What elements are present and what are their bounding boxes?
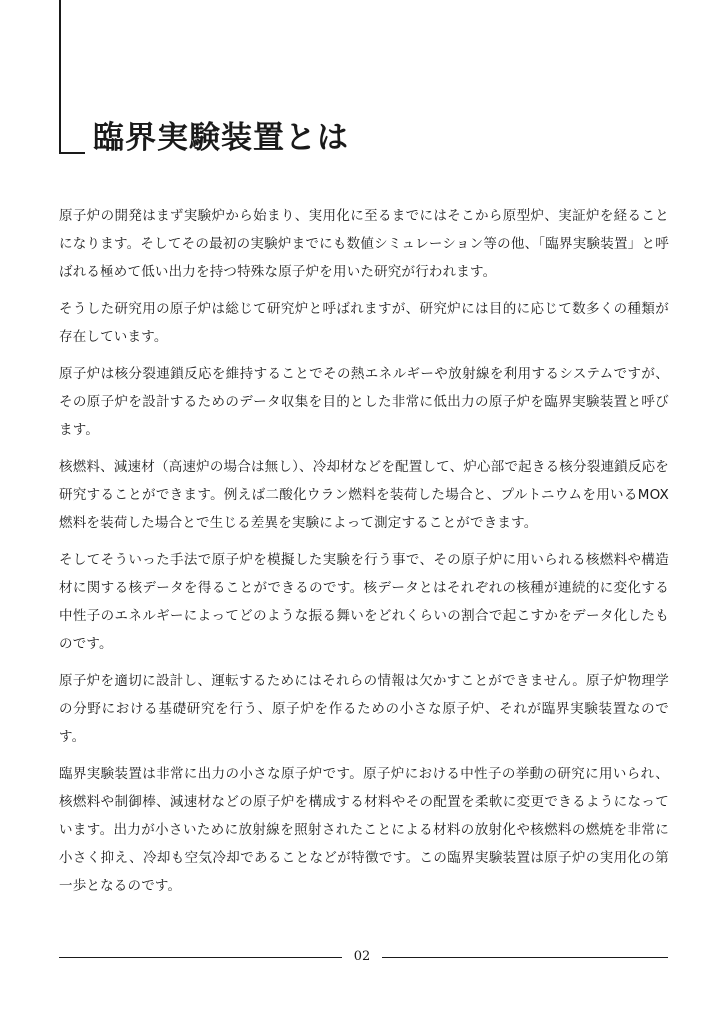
footer-rule-left [59, 957, 342, 958]
page-title: 臨界実験装置とは [93, 120, 349, 156]
paragraph-1: 原子炉の開発はまず実験炉から始まり、実用化に至るまでにはそこから原型炉、実証炉を経ることになります。そしてその最初の実験炉までにも数値シミュレーション等の他、「臨界実験装置」と呼ばれる極めて低い出力を持つ特殊な原子炉を用いた研究が行われます。 [59, 208, 669, 280]
paragraph-4: 核燃料、減速材（高速炉の場合は無し）、冷却材などを配置して、炉心部で起きる核分裂連鎖反応を研究することができます。例えば二酸化ウラン燃料を装荷した場合と、プルトニウムを用いるMOX燃料を装荷した場合とで生じる差異を実験によって測定することができます。 [59, 459, 669, 531]
page-number: 02 [353, 949, 371, 964]
title-bracket-decoration [59, 0, 85, 154]
body-text [59, 202, 669, 909]
footer-rule-right [382, 957, 668, 958]
paragraph-5: そしてそういった手法で原子炉を模擬した実験を行う事で、その原子炉に用いられる核燃料や構造材に関する核データを得ることができるのです。核データとはそれぞれの核種が連続的に変化する中性子のエネルギーによってどのような振る舞いをどれくらいの割合で起こすかをデータ化したものです。 [59, 552, 669, 652]
paragraph-2: そうした研究用の原子炉は総じて研究炉と呼ばれますが、研究炉には目的に応じて数多くの種類が存在しています。 [59, 301, 669, 345]
paragraph-3: 原子炉は核分裂連鎖反応を維持することでその熱エネルギーや放射線を利用するシステムですが、その原子炉を設計するためのデータ収集を目的とした非常に低出力の原子炉を臨界実験装置と呼びます。 [59, 366, 669, 438]
paragraph-6: 原子炉を適切に設計し、運転するためにはそれらの情報は欠かすことができません。原子炉物理学の分野における基礎研究を行う、原子炉を作るための小さな原子炉、それが臨界実験装置なのです。 [59, 673, 669, 745]
paragraph-7: 臨界実験装置は非常に出力の小さな原子炉です。原子炉における中性子の挙動の研究に用いられ、核燃料や制御棒、減速材などの原子炉を構成する材料やその配置を柔軟に変更できるようになっています。出力が小さいために放射線を照射されたことによる材料の放射化や核燃料の燃焼を非常に小さく抑え、冷却も空気冷却であることなどが特徴です。この臨界実験装置は原子炉の実用化の第一歩となるのです。 [59, 766, 669, 894]
